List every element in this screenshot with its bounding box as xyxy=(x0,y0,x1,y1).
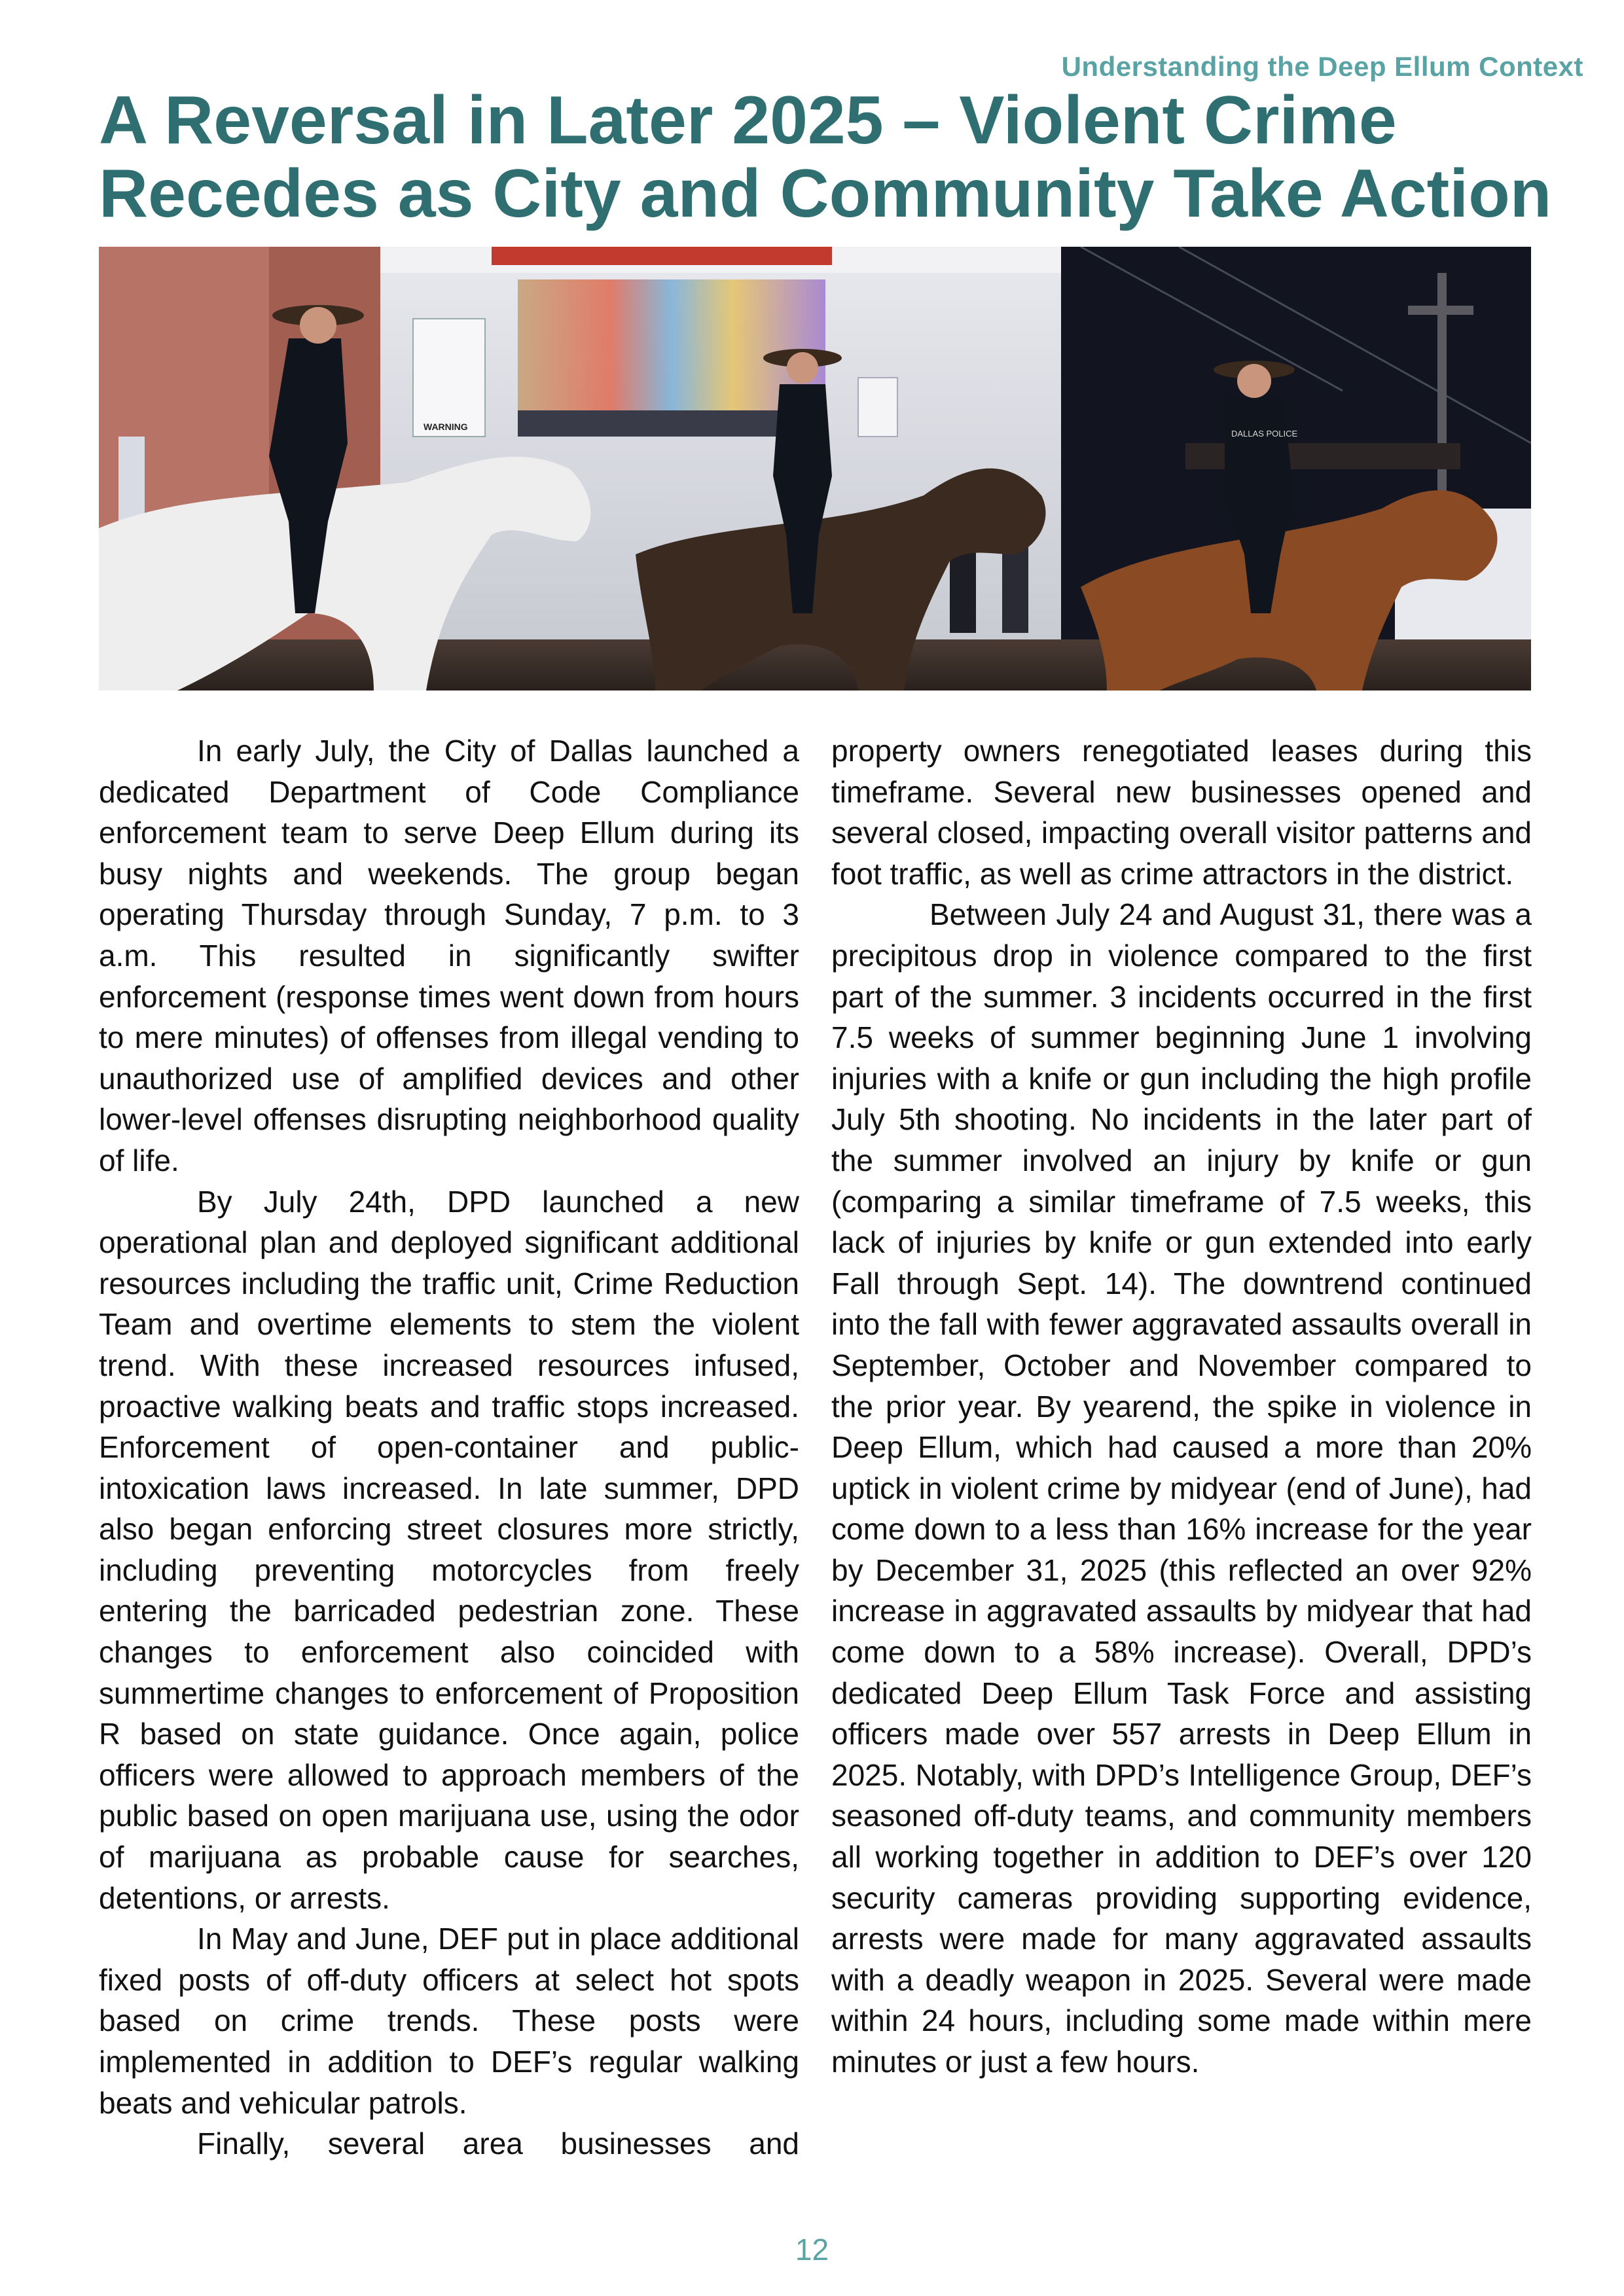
warning-sign-text: WARNING xyxy=(424,422,468,432)
paragraph: In early July, the City of Dallas launched a dedicated Department of Code Compliance enforcement team to serve Deep Ellum during its busy nights and weekends. The group began operating Thursday through Sunday, 7 p.m. to 3 a.m. This resulted in significantly swifter enforcement (response times went down from hours to mere minutes) of offenses from illegal vending to unauthorized use of amplified devices and other lower-level offenses disrupting neighborhood quality of life. xyxy=(99,734,799,1177)
left-column xyxy=(99,730,799,2164)
paragraph: Finally, several area businesses and xyxy=(197,2126,799,2161)
article-title: A Reversal in Later 2025 – Violent Crime Recedes as City and Community Take Action xyxy=(99,82,1552,232)
paragraph: Between July 24 and August 31, there was a precipitous drop in violence compared to the first part of the summer. 3 incidents occurred in the first 7.5 weeks of summer beginning June 1 involving injuries with a knife or gun including the high profile July 5th shooting. No incidents in the later part of the summer involved an injury by knife or gun (comparing a similar timeframe of 7.5 weeks, this lack of injuries by knife or gun extended into early Fall through Sept. 14). The downtrend continued into the fall with fewer aggravated assaults overall in September, October and November compared to the prior year. By yearend, the spike in violence in Deep Ellum, which had caused a more than 20% uptick in violent crime by midyear (end of June), had come down to a less than 16% increase for the year by December 31, 2025 (this reflected an over 92% increase in aggravated assaults by midyear that had come down to a 58% increase). Overall, DPD’s dedicated Deep Ellum Task Force and assisting officers made over 557 arrests in Deep Ellum in 2025. Notably, with DPD’s Intelligence Group, DEF’s seasoned off-duty teams, and community members all working together in addition to DEF’s over 120 security cameras providing supporting evidence, arrests were made for many aggravated assaults with a deadly weapon in 2025. Several were made within 24 hours, including some made within mere minutes or just a few hours. xyxy=(831,897,1532,2079)
paragraph: property owners renegotiated leases during this timeframe. Several new businesses opened and several closed, impacting overall visitor patterns and foot traffic, as well as crime attractors in the district. xyxy=(831,734,1532,891)
mounted-police-photo xyxy=(99,247,1531,691)
paragraph: By July 24th, DPD launched a new operational plan and deployed significant additional resources including the traffic unit, Crime Reduction Team and overtime elements to stem the violent trend. With these increased resources infused, proactive walking beats and traffic stops increased. Enforcement of open-container and public-intoxication laws increased. In late summer, DPD also began enforcing street closures more strictly, including preventing motorcycles from freely entering the barricaded pedestrian zone. These changes to enforcement also coincided with summertime changes to enforcement of Proposition R based on state guidance. Once again, police officers were allowed to approach members of the public based on open marijuana use, using the odor of marijuana as probable cause for searches, detentions, or arrests. xyxy=(99,1184,799,1915)
page-number: 12 xyxy=(795,2233,829,2267)
paragraph: In May and June, DEF put in place additional fixed posts of off-duty officers at select hot spots based on crime trends. These posts were implemented in addition to DEF’s regular walking beats and vehicular patrols. xyxy=(99,1922,799,2120)
running-header: Understanding the Deep Ellum Context xyxy=(1061,51,1583,82)
right-column xyxy=(831,730,1532,2083)
police-patch-text: DALLAS POLICE xyxy=(1231,429,1298,439)
